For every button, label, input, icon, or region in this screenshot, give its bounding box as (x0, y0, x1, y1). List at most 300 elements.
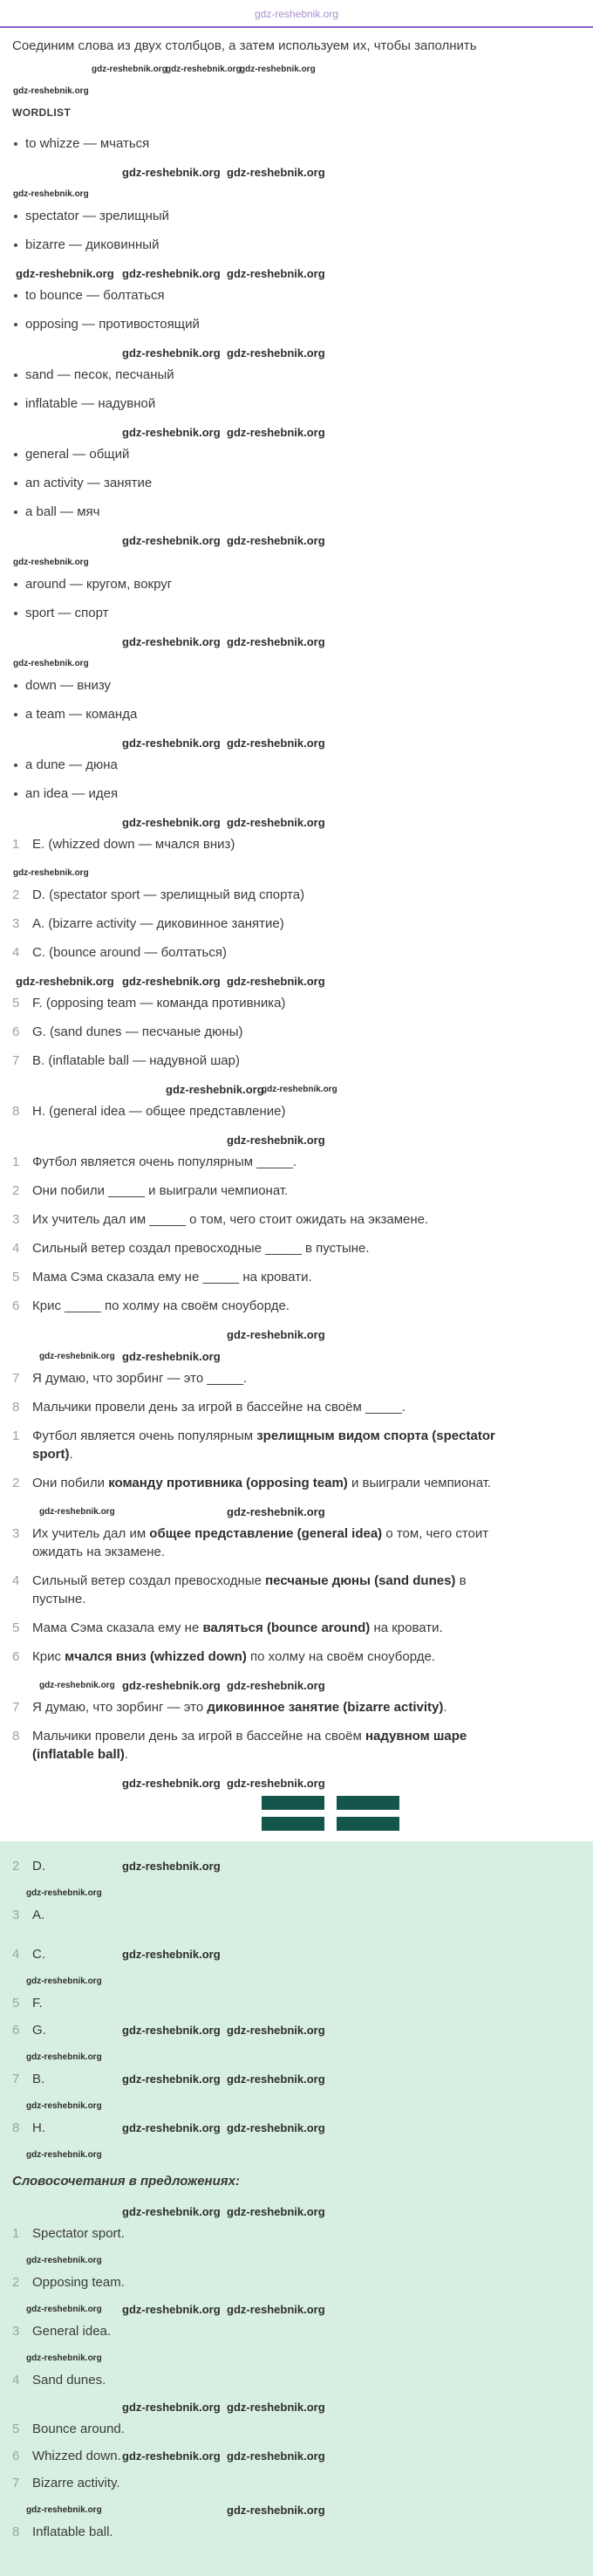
watermark: gdz-reshebnik.org (26, 1888, 102, 1898)
answer-sentence (32, 1572, 503, 1608)
answer-bold-text: песчаные дюны (sand dunes) (265, 1573, 456, 1588)
wordlist-item-text: opposing — противостоящий (25, 317, 200, 332)
bullet-icon (14, 323, 17, 326)
sentence-row (12, 1369, 581, 1387)
row-number: 2 (12, 1183, 20, 1198)
answer-key-section (0, 1841, 593, 2576)
wordlist-item-text: a team — команда (25, 707, 138, 722)
watermark: gdz-reshebnik.org (26, 2305, 102, 2314)
row-number: 5 (12, 2422, 20, 2436)
watermark: gdz-reshebnik.org (26, 1977, 102, 1986)
watermark: gdz-reshebnik.org (227, 2303, 325, 2316)
bullet-icon (14, 684, 17, 688)
answer-post: на кровати. (370, 1620, 443, 1635)
answer-post: . (124, 1747, 129, 1762)
match-text: F. (opposing team — команда противника) (32, 996, 286, 1011)
wordlist-item-text: inflatable — надувной (25, 396, 156, 411)
watermark: gdz-reshebnik.org (122, 736, 221, 750)
match-row (12, 915, 581, 933)
watermark: gdz-reshebnik.org (227, 2121, 325, 2134)
watermark: gdz-reshebnik.org (227, 816, 325, 829)
watermark: gdz-reshebnik.org (122, 2303, 221, 2316)
answer-pre: Они побили (32, 1476, 109, 1490)
bullet-icon (14, 510, 17, 514)
row-number: 1 (12, 1154, 20, 1169)
answer-sentence (32, 1698, 447, 1716)
answer-row (12, 1474, 581, 1492)
watermark: gdz-reshebnik.org (26, 2505, 102, 2515)
row-number: 4 (12, 2373, 20, 2388)
wordlist-item-text: general — общий (25, 447, 130, 462)
answer-row (12, 1727, 581, 1764)
match-row (12, 1052, 581, 1070)
site-watermark-link[interactable]: gdz-reshebnik.org (254, 8, 339, 20)
bullet-icon (14, 453, 17, 456)
watermark: gdz-reshebnik.org (262, 1085, 337, 1094)
wordlist-item-text: a dune — дюна (25, 757, 118, 772)
phrase-row (12, 2273, 581, 2292)
row-number: 8 (12, 2120, 20, 2135)
watermark-row (12, 813, 581, 832)
watermark: gdz-reshebnik.org (166, 65, 242, 74)
row-number: 7 (12, 2476, 20, 2490)
watermark: gdz-reshebnik.org (39, 1352, 115, 1361)
watermark-row (12, 633, 581, 652)
wordlist-item (12, 315, 581, 333)
answer-sentence (32, 1619, 443, 1637)
watermark: gdz-reshebnik.org (227, 2449, 325, 2463)
watermark: gdz-reshebnik.org (122, 1679, 221, 1692)
sentence-text: Мальчики провели день за игрой в бассейне на своём _____. (32, 1400, 406, 1415)
row-number: 4 (12, 945, 20, 960)
header-divider-line (0, 26, 593, 28)
watermark: gdz-reshebnik.org (39, 1681, 115, 1690)
watermark: gdz-reshebnik.org (122, 346, 221, 360)
sentence-row (12, 1182, 581, 1200)
watermark: gdz-reshebnik.org (166, 1083, 264, 1096)
watermark: gdz-reshebnik.org (13, 558, 89, 567)
row-number: 7 (12, 1053, 20, 1068)
bullet-icon (14, 402, 17, 406)
watermark-row (12, 185, 581, 204)
watermark-row (12, 2097, 581, 2116)
answer-letter: G. (32, 2023, 46, 2038)
phrase-row (12, 2474, 581, 2492)
sentence-row (12, 1268, 581, 1286)
watermark: gdz-reshebnik.org (39, 1507, 115, 1517)
bullet-icon (14, 583, 17, 586)
sentence-row (12, 1153, 581, 1171)
answer-pre: Мама Сэма сказала ему не (32, 1620, 203, 1635)
watermark: gdz-reshebnik.org (122, 2072, 221, 2086)
row-number: 6 (12, 1298, 20, 1313)
answer-key-row (12, 1945, 581, 1963)
wordlist-item (12, 474, 581, 492)
redacted-bars-row (12, 1817, 581, 1831)
sentence-row (12, 1210, 581, 1229)
watermark: gdz-reshebnik.org (122, 1860, 221, 1873)
watermark: gdz-reshebnik.org (13, 189, 89, 199)
answer-letter: C. (32, 1947, 45, 1962)
watermark-row (12, 654, 581, 674)
row-number: 3 (12, 1908, 20, 1922)
row-number: 3 (12, 1212, 20, 1227)
sentence-text: Их учитель дал им _____ о том, чего стоит ожидать на экзамене. (32, 1212, 429, 1227)
bullet-icon (14, 764, 17, 767)
phrases-title: Словосочетания в предложениях: (12, 2174, 240, 2189)
answer-post: . (69, 1447, 73, 1462)
row-number: 8 (12, 1400, 20, 1415)
watermark: gdz-reshebnik.org (122, 426, 221, 439)
watermark: gdz-reshebnik.org (227, 534, 325, 547)
answer-pre: Футбол является очень популярным (32, 1428, 257, 1443)
sentence-text: Футбол является очень популярным _____. (32, 1154, 297, 1169)
watermark-row (12, 423, 581, 442)
wordlist-item-text: bizarre — диковинный (25, 237, 160, 252)
phrase-row (12, 2322, 581, 2340)
answer-post: в пустыне. (32, 1573, 467, 1607)
watermark: gdz-reshebnik.org (122, 975, 221, 988)
answer-key-row (12, 1994, 581, 2012)
phrase-text: Sand dunes. (32, 2373, 106, 2388)
phrase-text: Bizarre activity. (32, 2476, 120, 2490)
watermark: gdz-reshebnik.org (227, 736, 325, 750)
watermark-row (12, 1131, 581, 1150)
bullet-icon (14, 612, 17, 615)
watermark: gdz-reshebnik.org (227, 267, 325, 280)
row-number: 6 (12, 2449, 20, 2463)
watermark: gdz-reshebnik.org (26, 2052, 102, 2062)
answer-pre: Мальчики провели день за игрой в бассейне на своём (32, 1729, 365, 1744)
watermark: gdz-reshebnik.org (13, 659, 89, 668)
row-number: 2 (12, 1476, 20, 1490)
row-number: 7 (12, 2072, 20, 2086)
row-number: 3 (12, 1526, 20, 1541)
watermark: gdz-reshebnik.org (26, 2101, 102, 2111)
wordlist-item (12, 784, 581, 803)
sentence-text: Крис _____ по холму на своём сноуборде. (32, 1298, 290, 1313)
wordlist-item-text: sport — спорт (25, 606, 109, 620)
row-number: 8 (12, 1104, 20, 1119)
watermark-row (12, 1326, 581, 1345)
answer-bold-text: зрелищным видом спорта (spectator sport) (32, 1428, 495, 1462)
row-number: 8 (12, 1729, 20, 1744)
redacted-bar (262, 1796, 324, 1810)
watermark: gdz-reshebnik.org (26, 2353, 102, 2363)
watermark: gdz-reshebnik.org (122, 166, 221, 179)
match-row (12, 1023, 581, 1041)
answer-row (12, 1572, 581, 1608)
row-number: 3 (12, 916, 20, 931)
watermark-row (12, 972, 581, 991)
watermark-row (12, 2300, 581, 2319)
row-number: 1 (12, 2226, 20, 2241)
answer-row (12, 1698, 581, 1716)
site-header (0, 0, 593, 26)
answer-row (12, 1619, 581, 1637)
watermark: gdz-reshebnik.org (227, 346, 325, 360)
match-text: A. (bizarre activity — диковинное занятие) (32, 916, 284, 931)
wordlist-item (12, 394, 581, 413)
match-row (12, 835, 581, 853)
watermark: gdz-reshebnik.org (122, 2401, 221, 2414)
row-number: 4 (12, 1573, 20, 1588)
wordlist-item (12, 756, 581, 774)
wordlist-item-text: sand — песок, песчаный (25, 367, 174, 382)
phrase-text: Bounce around. (32, 2422, 125, 2436)
wordlist-item (12, 676, 581, 695)
watermark: gdz-reshebnik.org (122, 1948, 221, 1961)
watermark-row (12, 2203, 581, 2222)
watermark-row (12, 1774, 581, 1793)
row-number: 4 (12, 1947, 20, 1962)
row-number: 2 (12, 887, 20, 902)
watermark: gdz-reshebnik.org (227, 1328, 325, 1341)
bullet-icon (14, 482, 17, 485)
watermark-row (12, 344, 581, 363)
bullet-icon (14, 713, 17, 716)
answer-bold-text: диковинное занятие (bizarre activity) (207, 1700, 444, 1715)
watermark: gdz-reshebnik.org (92, 65, 167, 74)
watermark: gdz-reshebnik.org (26, 2256, 102, 2265)
watermark: gdz-reshebnik.org (227, 166, 325, 179)
answer-key-row (12, 1857, 581, 1875)
answer-bold-text: команду противника (opposing team) (108, 1476, 348, 1490)
phrase-text: Spectator sport. (32, 2226, 125, 2241)
watermark-row (12, 2501, 581, 2520)
watermark: gdz-reshebnik.org (13, 86, 89, 96)
phrase-row (12, 2523, 581, 2541)
answer-letter: D. (32, 1859, 45, 1874)
spacer (12, 1933, 581, 1945)
watermark: gdz-reshebnik.org (227, 2205, 325, 2218)
watermark: gdz-reshebnik.org (122, 534, 221, 547)
answer-sentence (32, 1524, 503, 1561)
redacted-bar (337, 1817, 399, 1831)
answer-pre: Крис (32, 1649, 65, 1664)
wordlist-item (12, 366, 581, 384)
answer-pre: Их учитель дал им (32, 1526, 150, 1541)
watermark: gdz-reshebnik.org (122, 635, 221, 648)
wordlist-item (12, 503, 581, 521)
answer-post: и выиграли чемпионат. (347, 1476, 492, 1490)
row-number: 5 (12, 1996, 20, 2011)
match-text: B. (inflatable ball — надувной шар) (32, 1053, 240, 1068)
match-text: D. (spectator sport — зрелищный вид спорта) (32, 887, 305, 902)
wordlist-item (12, 134, 581, 153)
watermark: gdz-reshebnik.org (122, 267, 221, 280)
wordlist-item-text: a ball — мяч (25, 504, 100, 519)
row-number: 5 (12, 1270, 20, 1285)
sentence-text: Я думаю, что зорбинг — это _____. (32, 1371, 248, 1386)
match-text: G. (sand dunes — песчаные дюны) (32, 1024, 243, 1039)
row-number: 6 (12, 2023, 20, 2038)
watermark-row (12, 2251, 581, 2271)
redacted-bar (337, 1796, 399, 1810)
match-text: C. (bounce around — болтаться) (32, 945, 227, 960)
answer-row (12, 1524, 581, 1561)
answer-bold-text: мчался вниз (whizzed down) (65, 1649, 247, 1664)
phrase-text: Whizzed down. (32, 2449, 121, 2463)
match-row (12, 943, 581, 962)
watermark-row (12, 2349, 581, 2368)
sentence-row (12, 1398, 581, 1416)
phrase-row (12, 2224, 581, 2243)
watermark-row (12, 734, 581, 753)
wordlist-item-text: an idea — идея (25, 786, 119, 801)
answer-key-content (0, 1857, 593, 2541)
match-row (12, 994, 581, 1012)
wordlist-item (12, 705, 581, 723)
watermark-row (12, 82, 581, 101)
watermark: gdz-reshebnik.org (227, 1505, 325, 1518)
match-text: E. (whizzed down — мчался вниз) (32, 837, 235, 852)
sentence-text: Мама Сэма сказала ему не _____ на кровати. (32, 1270, 312, 1285)
answer-row (12, 1427, 581, 1463)
sentence-row (12, 1239, 581, 1257)
answer-post: по холму на своём сноуборде. (246, 1649, 435, 1664)
match-row (12, 886, 581, 904)
answer-letter: A. (32, 1908, 45, 1922)
wordlist-item-text: down — внизу (25, 678, 112, 693)
watermark: gdz-reshebnik.org (122, 1777, 221, 1790)
wordlist-title: WORDLIST (12, 106, 72, 119)
row-number: 8 (12, 2525, 20, 2539)
wordlist-item-text: to whizze — мчаться (25, 136, 150, 151)
watermark-row (12, 1972, 581, 1991)
row-number: 5 (12, 1620, 20, 1635)
phrase-text: General idea. (32, 2324, 112, 2339)
row-number: 3 (12, 2324, 20, 2339)
watermark-row (12, 163, 581, 182)
row-number: 5 (12, 996, 20, 1011)
watermark-row (12, 264, 581, 284)
watermark: gdz-reshebnik.org (227, 2072, 325, 2086)
answer-pre: Сильный ветер создал превосходные (32, 1573, 266, 1588)
watermark: gdz-reshebnik.org (240, 65, 316, 74)
answer-bold-text: валяться (bounce around) (202, 1620, 371, 1635)
watermark: gdz-reshebnik.org (227, 975, 325, 988)
watermark: gdz-reshebnik.org (227, 635, 325, 648)
phrase-row (12, 2447, 581, 2465)
answer-pre: Я думаю, что зорбинг — это (32, 1700, 208, 1715)
watermark: gdz-reshebnik.org (122, 2121, 221, 2134)
watermark-row (12, 1503, 581, 1522)
answer-bold-text: надувном шаре (inflatable ball) (32, 1729, 467, 1762)
row-number: 7 (12, 1371, 20, 1386)
match-row (12, 1102, 581, 1120)
wordlist-item (12, 236, 581, 254)
redacted-bars-row (12, 1796, 581, 1810)
watermark: gdz-reshebnik.org (122, 816, 221, 829)
answer-letter: B. (32, 2072, 45, 2086)
row-number: 2 (12, 1859, 20, 1874)
watermark: gdz-reshebnik.org (227, 1777, 325, 1790)
watermark: gdz-reshebnik.org (227, 2504, 325, 2517)
row-number: 2 (12, 2275, 20, 2290)
sentence-text: Они побили _____ и выиграли чемпионат. (32, 1183, 289, 1198)
watermark: gdz-reshebnik.org (227, 426, 325, 439)
watermark: gdz-reshebnik.org (227, 2024, 325, 2037)
watermark-row (12, 1347, 581, 1367)
watermark: gdz-reshebnik.org (227, 1134, 325, 1147)
row-number: 6 (12, 1649, 20, 1664)
wordlist-item (12, 445, 581, 463)
answer-row (12, 1648, 581, 1666)
answer-letter: F. (32, 1996, 43, 2011)
watermark-row (12, 864, 581, 883)
row-number: 1 (12, 1428, 20, 1443)
redacted-bar (262, 1817, 324, 1831)
wordlist-item-text: to bounce — болтаться (25, 288, 165, 303)
bullet-icon (14, 215, 17, 218)
watermark-row (12, 531, 581, 551)
watermark: gdz-reshebnik.org (16, 267, 114, 280)
answer-sentence (32, 1648, 435, 1666)
bullet-icon (14, 142, 17, 146)
wordlist-item-text: an activity — занятие (25, 476, 153, 490)
watermark-row (12, 1884, 581, 1903)
watermark-row (12, 553, 581, 572)
answer-sentence (32, 1474, 491, 1492)
wordlist-item (12, 207, 581, 225)
wordlist-item-text: spectator — зрелищный (25, 209, 170, 223)
watermark-row (12, 1080, 581, 1100)
row-number: 7 (12, 1700, 20, 1715)
watermark: gdz-reshebnik.org (227, 1679, 325, 1692)
watermark-row (12, 2398, 581, 2417)
phrase-text: Opposing team. (32, 2275, 125, 2290)
answer-letter: H. (32, 2120, 45, 2135)
watermark: gdz-reshebnik.org (122, 2205, 221, 2218)
answer-post: о том, чего стоит ожидать на экзамене. (32, 1526, 489, 1559)
wordlist-item (12, 286, 581, 305)
bullet-icon (14, 294, 17, 298)
bullet-icon (14, 373, 17, 377)
bullet-icon (14, 792, 17, 796)
answer-key-row (12, 2070, 581, 2088)
row-number: 1 (12, 837, 20, 852)
phrase-row (12, 2420, 581, 2438)
answer-post: . (443, 1700, 447, 1715)
watermark-row (12, 2146, 581, 2165)
answer-key-row (12, 2021, 581, 2039)
sentence-text: Сильный ветер создал превосходные _____ в пустыне. (32, 1241, 370, 1256)
answer-sentence (32, 1427, 503, 1463)
watermark: gdz-reshebnik.org (122, 1350, 221, 1363)
answer-bold-text: общее представление (general idea) (149, 1526, 383, 1541)
watermark: gdz-reshebnik.org (122, 2024, 221, 2037)
watermark: gdz-reshebnik.org (227, 2401, 325, 2414)
watermark-row (12, 2048, 581, 2067)
row-number: 6 (12, 1024, 20, 1039)
wordlist-item-text: around — кругом, вокруг (25, 577, 173, 592)
watermark: gdz-reshebnik.org (122, 2449, 221, 2463)
watermark-row (12, 1676, 581, 1696)
phrase-row (12, 2371, 581, 2389)
answer-key-row (12, 2119, 581, 2137)
sentence-row (12, 1297, 581, 1315)
page-content (0, 37, 593, 1831)
watermark-row (12, 60, 581, 79)
answer-key-row (12, 1906, 581, 1924)
answer-sentence (32, 1727, 503, 1764)
watermark: gdz-reshebnik.org (26, 2150, 102, 2160)
watermark: gdz-reshebnik.org (16, 975, 114, 988)
phrase-text: Inflatable ball. (32, 2525, 113, 2539)
match-text: H. (general idea — общее представление) (32, 1104, 286, 1119)
bullet-icon (14, 243, 17, 247)
